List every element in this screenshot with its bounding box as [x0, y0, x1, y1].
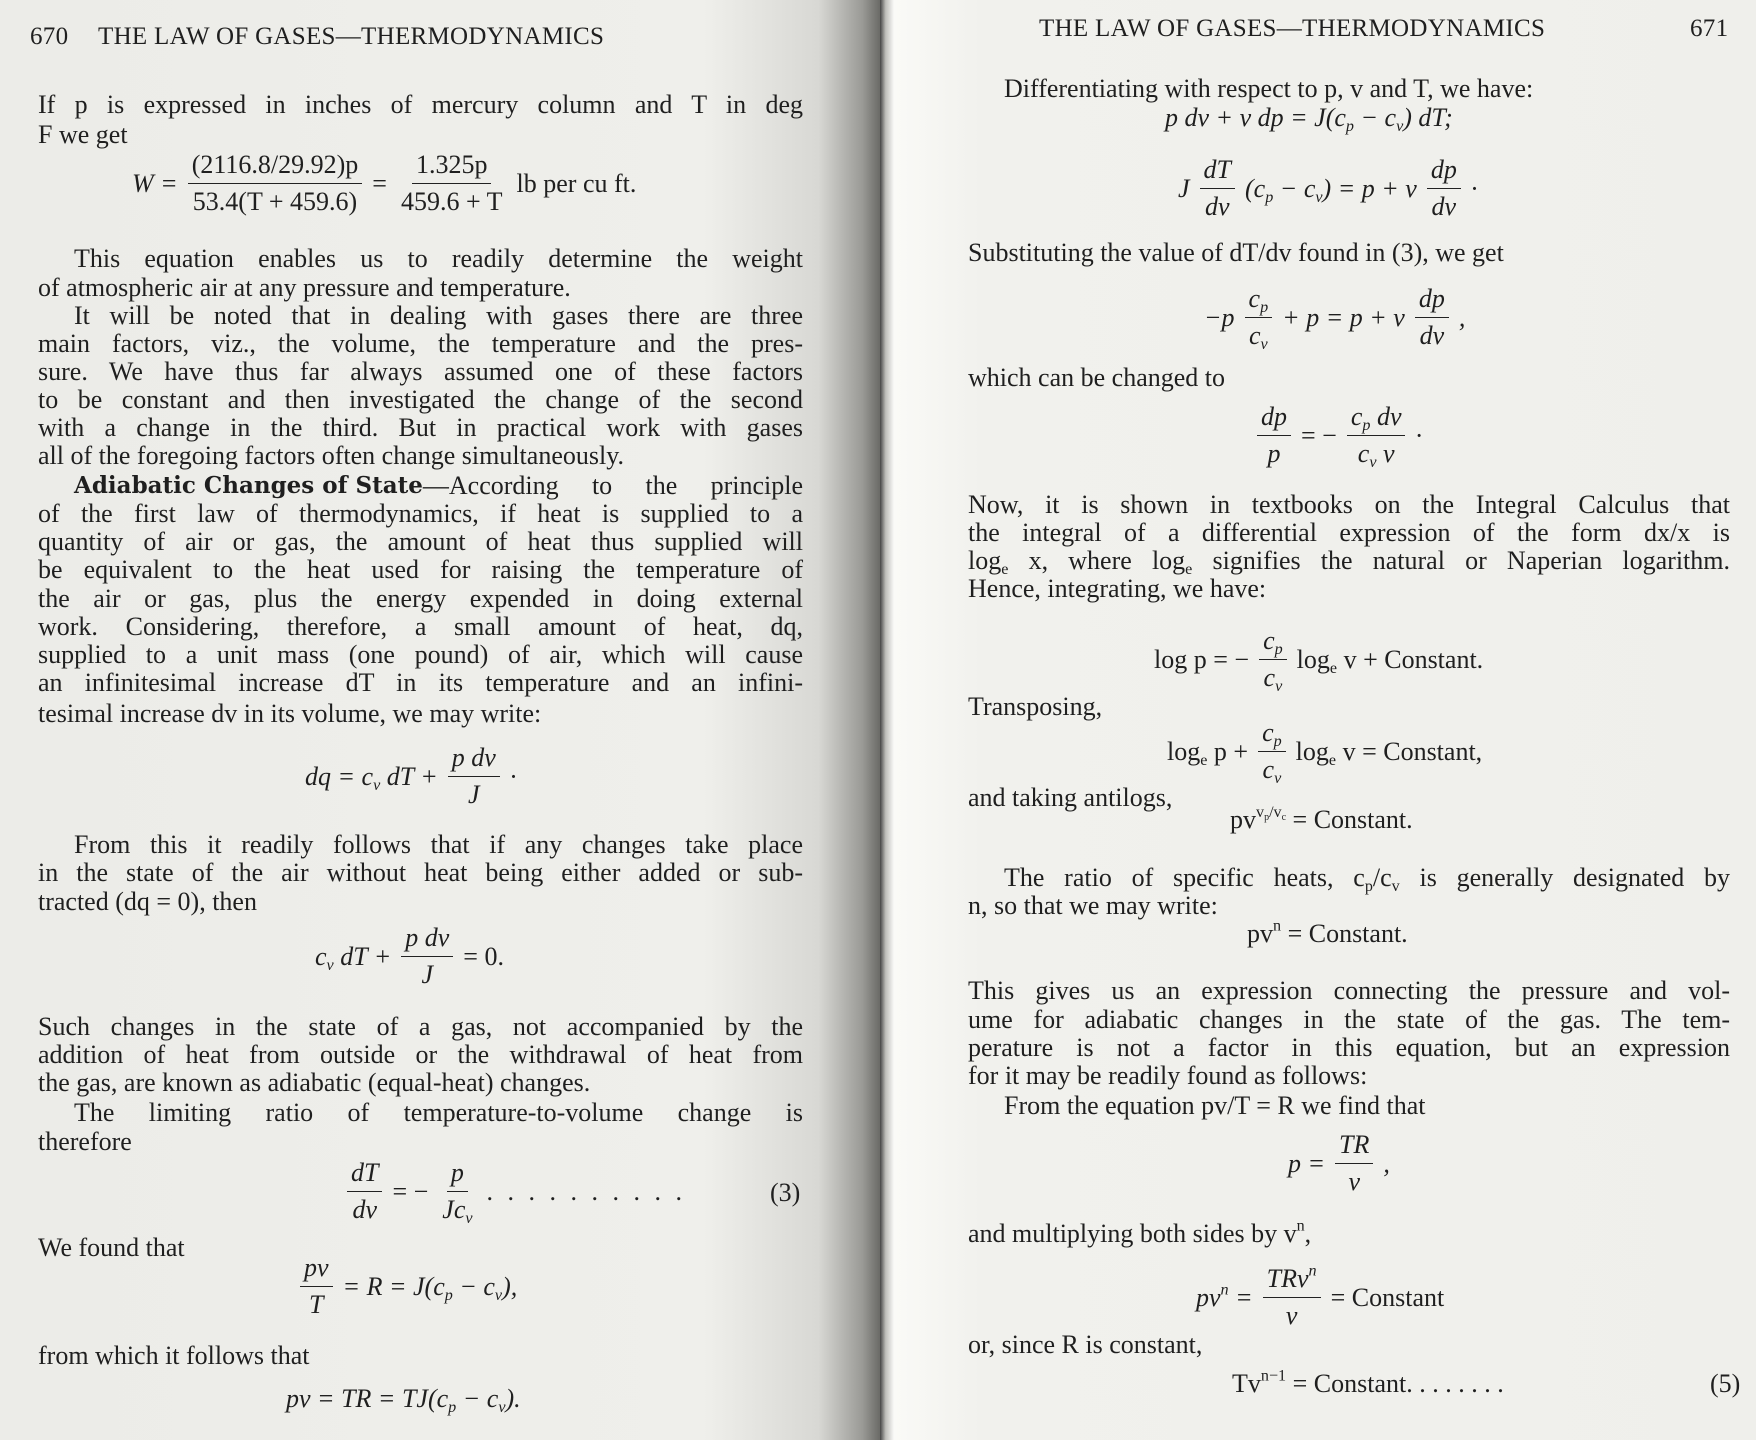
- eq-numerator: dp: [1415, 284, 1449, 318]
- equation-dq: [305, 743, 516, 810]
- text-line: addition of heat from outside or the withdrawal of heat from: [38, 1040, 803, 1069]
- text-line: main factors, viz., the volume, the temperature and the pres-: [38, 329, 803, 358]
- eq-part: = −: [392, 1176, 429, 1206]
- eq-numerator: dT: [347, 1158, 382, 1192]
- eq-denominator: T: [309, 1290, 324, 1319]
- text-line: which can be changed to: [968, 363, 1226, 392]
- eq-numerator: dp: [1427, 155, 1461, 189]
- section-heading: Adiabatic Changes of State: [74, 472, 423, 499]
- text-line: quantity of air or gas, the amount of heat thus supplied will: [38, 527, 803, 556]
- eq-denominator: J: [468, 780, 480, 809]
- text-line: From the equation pv/T = R we find that: [1004, 1091, 1426, 1120]
- running-head: THE LAW OF GASES—THERMODYNAMICS: [1039, 15, 1546, 42]
- text-line: Differentiating with respect to p, v and T, we have:: [1004, 74, 1534, 103]
- eq-numerator: p dv: [448, 743, 500, 777]
- text-line: n, so that we may write:: [968, 891, 1218, 920]
- eq-denominator: v: [1348, 1167, 1360, 1196]
- eq-numerator: pv: [300, 1253, 333, 1287]
- eq-part: + p = p + v: [1282, 302, 1405, 332]
- eq-part: $Tv^{n-1}$ = Constant. . . . . . . .: [1232, 1367, 1504, 1398]
- eq-part: J: [1178, 173, 1190, 203]
- text-line: [38, 471, 803, 501]
- equation-5: [1232, 1369, 1504, 1399]
- eq-numerator: $c_p$: [1245, 284, 1273, 318]
- right-page: [894, 0, 1756, 1440]
- eq-part: p dv + v dp = $J(c_p - c_v)$ dT;: [1165, 103, 1453, 135]
- equation-weight: [132, 150, 636, 217]
- equation-number: (3): [770, 1178, 801, 1207]
- equation-pvn: [1247, 919, 1408, 949]
- text-span: —According to the principle: [422, 471, 803, 500]
- text-line: an infinitesimal increase dT in its temperature and an infini-: [38, 668, 803, 697]
- text-line: This gives us an expression connecting the pressure and vol-: [968, 976, 1730, 1005]
- text-line: The ratio of specific heats, $c_p/c_v$ is generally designated by: [1004, 863, 1730, 895]
- eq-denominator: 53.4(T + 459.6): [192, 187, 358, 216]
- text-line: Hence, integrating, we have:: [968, 574, 1267, 603]
- equation-constant: [1196, 1264, 1444, 1331]
- eq-part: = −: [1301, 420, 1337, 450]
- text-line: $\log_e x$, where $\log_e$ signifies the natural or Naperian logarithm.: [968, 546, 1730, 578]
- equation-antilog: [1230, 805, 1413, 835]
- eq-part: = 0.: [463, 941, 504, 971]
- text-line: with a change in the third. But in practical work with gases: [38, 413, 803, 442]
- text-line: the gas, are known as adiabatic (equal-heat) changes.: [38, 1068, 591, 1097]
- equation-p: [1288, 1130, 1390, 1197]
- eq-numerator: (2116.8/29.92)p: [188, 150, 363, 184]
- eq-numerator: 1.325p: [412, 150, 492, 184]
- eq-denominator: $c_v$: [1263, 663, 1283, 695]
- text-line: This equation enables us to readily determine the weight: [74, 244, 803, 273]
- text-line: The limiting ratio of temperature-to-volume change is: [74, 1098, 803, 1127]
- eq-part: ,: [1383, 1148, 1390, 1178]
- equation-zero: [315, 923, 504, 990]
- eq-numerator: $c_p$: [1258, 718, 1286, 752]
- eq-part: ·: [1415, 420, 1422, 450]
- eq-numerator: dT: [1200, 155, 1235, 189]
- equation-3: [1204, 284, 1465, 351]
- eq-part: −p: [1204, 302, 1235, 332]
- eq-part: log p = −: [1154, 644, 1250, 674]
- text-line: It will be noted that in dealing with gases there are three: [74, 301, 803, 330]
- text-line: perature is not a factor in this equation, but an expression: [968, 1033, 1730, 1062]
- leader-dots: . . . . . . . . . .: [486, 1176, 687, 1206]
- eq-part: = $R = J(c_p - c_v)$,: [342, 1271, 518, 1304]
- eq-part: = Constant: [1330, 1282, 1445, 1312]
- eq-part: ·: [1470, 173, 1478, 203]
- eq-numerator: TRv$^n$: [1263, 1264, 1321, 1298]
- text-line: F we get: [38, 120, 128, 149]
- eq-part: $\log_e p$ +: [1167, 736, 1249, 769]
- text-line: of the first law of thermodynamics, if heat is supplied to a: [38, 499, 803, 528]
- eq-denominator: v: [1285, 1301, 1298, 1330]
- eq-part: $pv^n$ = Constant.: [1247, 917, 1408, 948]
- equation-gas-constant: [300, 1253, 517, 1320]
- text-line: the air or gas, plus the energy expended in doing external: [38, 584, 803, 613]
- text-line: all of the foregoing factors often change simultaneously.: [38, 441, 625, 470]
- equation-log: [1154, 626, 1483, 693]
- eq-part: $(c_p - c_v) = p + v$: [1245, 173, 1417, 206]
- equation-3: [347, 1158, 686, 1225]
- eq-numerator: $c_p$ dv: [1347, 402, 1406, 436]
- text-line: from which it follows that: [38, 1341, 310, 1370]
- text-line: in the state of the air without heat being either added or sub-: [38, 858, 803, 887]
- eq-part: $pv^n$ =: [1196, 1281, 1253, 1312]
- eq-part: p =: [1288, 1148, 1326, 1178]
- eq-part: $c_v$ dT +: [315, 941, 392, 974]
- text-line: From this it readily follows that if any changes take place: [74, 830, 803, 859]
- eq-numerator: $c_p$: [1259, 626, 1287, 660]
- eq-part: dq = $c_v$ dT +: [305, 761, 438, 794]
- eq-numerator: p dv: [401, 923, 453, 957]
- eq-denominator: $c_v$: [1262, 755, 1282, 787]
- text-line: of atmospheric air at any pressure and temperature.: [38, 273, 571, 302]
- text-line: sure. We have thus far always assumed one of these factors: [38, 357, 803, 386]
- equation-transposed: [1167, 718, 1482, 785]
- text-line: work. Considering, therefore, a small amount of heat, dq,: [38, 612, 803, 641]
- eq-part: pv = TR = $TJ(c_p - c_v)$.: [286, 1384, 521, 1416]
- text-line: Transposing,: [968, 692, 1103, 721]
- page-number: 671: [1690, 15, 1729, 42]
- eq-denominator: $Jc_v$: [442, 1195, 473, 1227]
- text-line: therefore: [38, 1127, 132, 1156]
- eq-denominator: dv: [1419, 321, 1445, 350]
- text-line: tesimal increase dv in its volume, we may write:: [38, 699, 542, 728]
- running-head: THE LAW OF GASES—THERMODYNAMICS: [98, 23, 605, 50]
- text-line: for it may be readily found as follows:: [968, 1061, 1368, 1090]
- equation-differential: [1165, 103, 1453, 133]
- text-line: Such changes in the state of a gas, not accompanied by the: [38, 1012, 803, 1041]
- equation-number: (5): [1710, 1369, 1741, 1398]
- text-line: ume for adiabatic changes in the state of the gas. The tem-: [968, 1005, 1730, 1034]
- equation-pv: [286, 1384, 521, 1414]
- eq-part: $pv^{v_p/v_c}$ = Constant.: [1230, 803, 1413, 834]
- eq-numerator: TR: [1335, 1130, 1373, 1164]
- text-line: Now, it is shown in textbooks on the Integral Calculus that: [968, 490, 1730, 519]
- text-line: be equivalent to the heat used for raising the temperature of: [38, 555, 803, 584]
- eq-denominator: dv: [352, 1195, 377, 1224]
- eq-part: $\log_e v$ + Constant.: [1296, 644, 1484, 677]
- equation-2: [1178, 155, 1477, 222]
- text-line: tracted (dq = 0), then: [38, 887, 257, 916]
- eq-denominator: p: [1267, 439, 1281, 468]
- text-line: If p is expressed in inches of mercury column and T in deg: [38, 90, 803, 119]
- text-line: to be constant and then investigated the change of the second: [38, 385, 803, 414]
- eq-part: W =: [132, 168, 178, 198]
- equation-4: [1257, 402, 1422, 469]
- eq-part: lb per cu ft.: [516, 168, 637, 198]
- eq-part: ,: [1458, 302, 1466, 332]
- text-line: and multiplying both sides by $v^n$,: [968, 1217, 1312, 1248]
- eq-numerator: dp: [1257, 402, 1291, 436]
- eq-numerator: p: [447, 1158, 468, 1192]
- page-number: 670: [30, 23, 69, 50]
- eq-denominator: $c_v$ v: [1357, 439, 1395, 471]
- eq-part: ·: [509, 761, 517, 791]
- eq-denominator: dv: [1205, 192, 1230, 221]
- text-line: We found that: [38, 1233, 185, 1262]
- eq-denominator: $c_v$: [1249, 321, 1268, 353]
- text-line: or, since R is constant,: [968, 1330, 1203, 1359]
- eq-part: $\log_e v$ = Constant,: [1295, 736, 1483, 769]
- eq-denominator: 459.6 + T: [400, 187, 503, 216]
- eq-denominator: J: [421, 960, 434, 989]
- text-line: and taking antilogs,: [968, 783, 1173, 812]
- eq-part: =: [372, 168, 387, 198]
- text-line: Substituting the value of dT/dv found in (3), we get: [968, 238, 1504, 267]
- book-gutter: [880, 0, 894, 1440]
- text-line: the integral of a differential expression of the form dx/x is: [968, 518, 1730, 547]
- text-line: supplied to a unit mass (one pound) of air, which will cause: [38, 640, 803, 669]
- eq-denominator: dv: [1431, 192, 1457, 221]
